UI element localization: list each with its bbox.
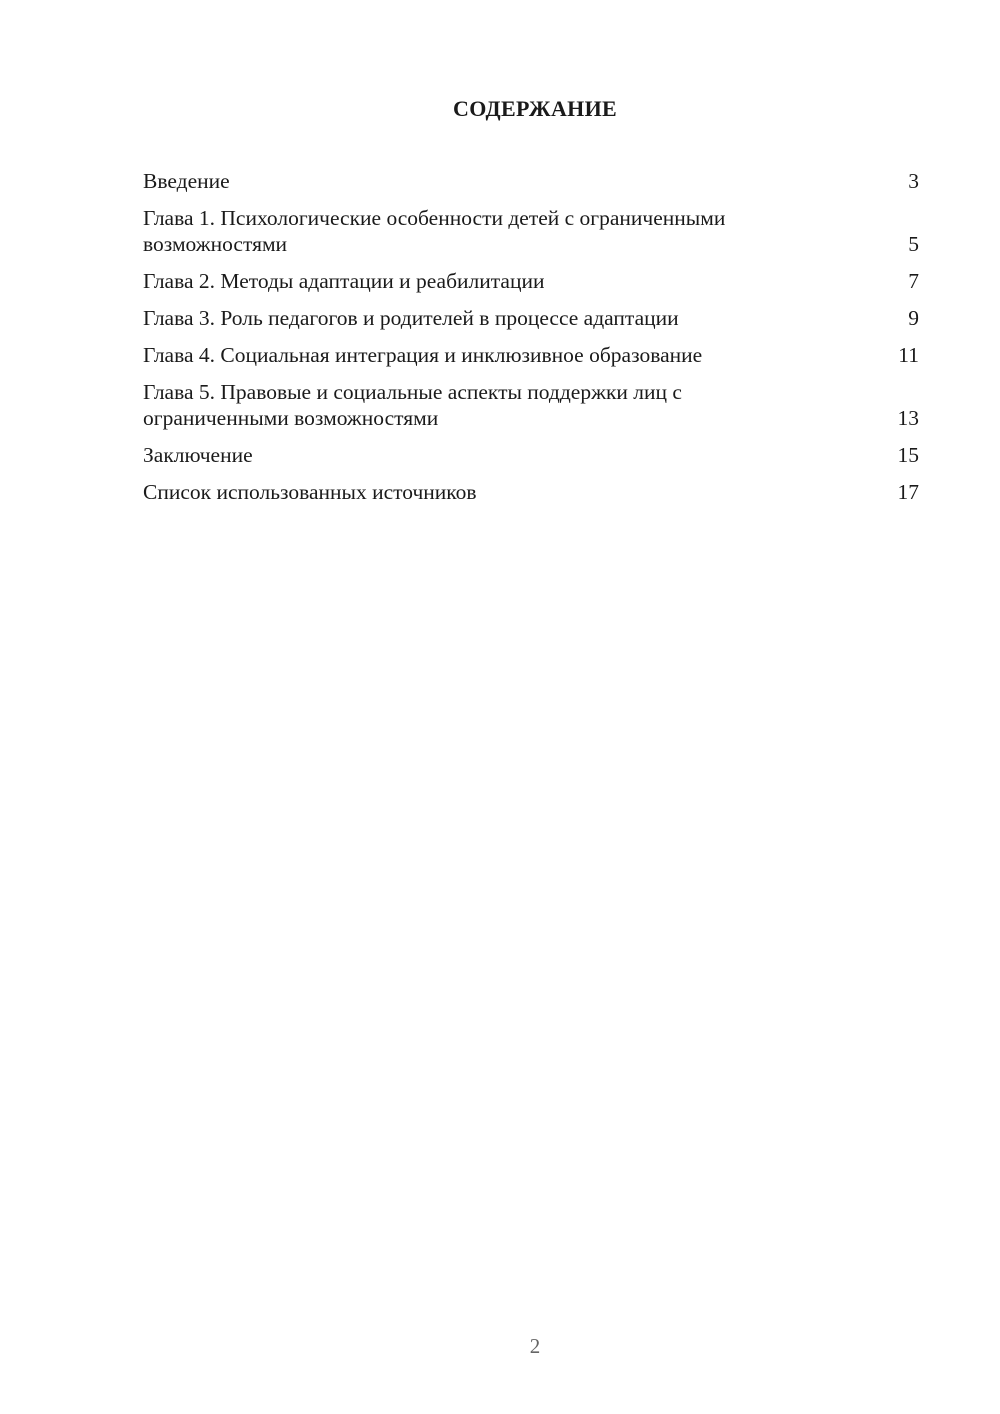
toc-entry-line: Глава 3. Роль педагогов и родителей в процессе адаптации <box>143 306 679 330</box>
toc-entry-page-number: 5 <box>908 232 919 256</box>
toc-entry-chapter-5 <box>143 379 919 431</box>
toc-entry-line: Список использованных источников <box>143 480 477 504</box>
page-number: 2 <box>529 1334 541 1358</box>
toc-entry-text <box>143 442 889 468</box>
toc-entry-references <box>143 479 919 505</box>
toc-entry-text <box>143 479 889 505</box>
toc-entry-chapter-3 <box>143 305 919 331</box>
toc-title: СОДЕРЖАНИЕ <box>453 96 617 121</box>
toc-entry-line: ограниченными возможностями <box>143 406 439 430</box>
toc-entry-chapter-4 <box>143 342 919 368</box>
toc-entry-line: Глава 1. Психологические особенности детей с ограниченными <box>143 206 726 230</box>
toc-entry-page-number: 7 <box>908 269 919 293</box>
toc-entry-line: Глава 4. Социальная интеграция и инклюзивное образование <box>143 343 703 367</box>
toc-entry-text <box>143 379 889 431</box>
toc-entry-page-number: 17 <box>897 480 919 504</box>
toc-entry-page-number: 15 <box>897 443 919 467</box>
toc-entry-line: Глава 2. Методы адаптации и реабилитации <box>143 269 545 293</box>
toc-entry-page-number: 3 <box>908 169 919 193</box>
toc-entry-text <box>143 342 889 368</box>
toc-entry-chapter-1 <box>143 205 919 257</box>
toc-entry-line: Глава 5. Правовые и социальные аспекты поддержки лиц с <box>143 380 682 404</box>
toc-entry-line: Заключение <box>143 443 253 467</box>
toc-entry-text <box>143 168 889 194</box>
toc-entry-line: возможностями <box>143 232 288 256</box>
toc-entry-chapter-2 <box>143 268 919 294</box>
table-of-contents <box>143 168 919 516</box>
toc-entry-introduction <box>143 168 919 194</box>
toc-entry-page-number: 9 <box>908 306 919 330</box>
toc-entry-text <box>143 305 889 331</box>
toc-entry-text <box>143 268 889 294</box>
toc-entry-page-number: 11 <box>898 343 919 367</box>
toc-entry-line: Введение <box>143 169 230 193</box>
toc-entry-page-number: 13 <box>897 406 919 430</box>
toc-entry-text <box>143 205 889 257</box>
toc-entry-conclusion <box>143 442 919 468</box>
